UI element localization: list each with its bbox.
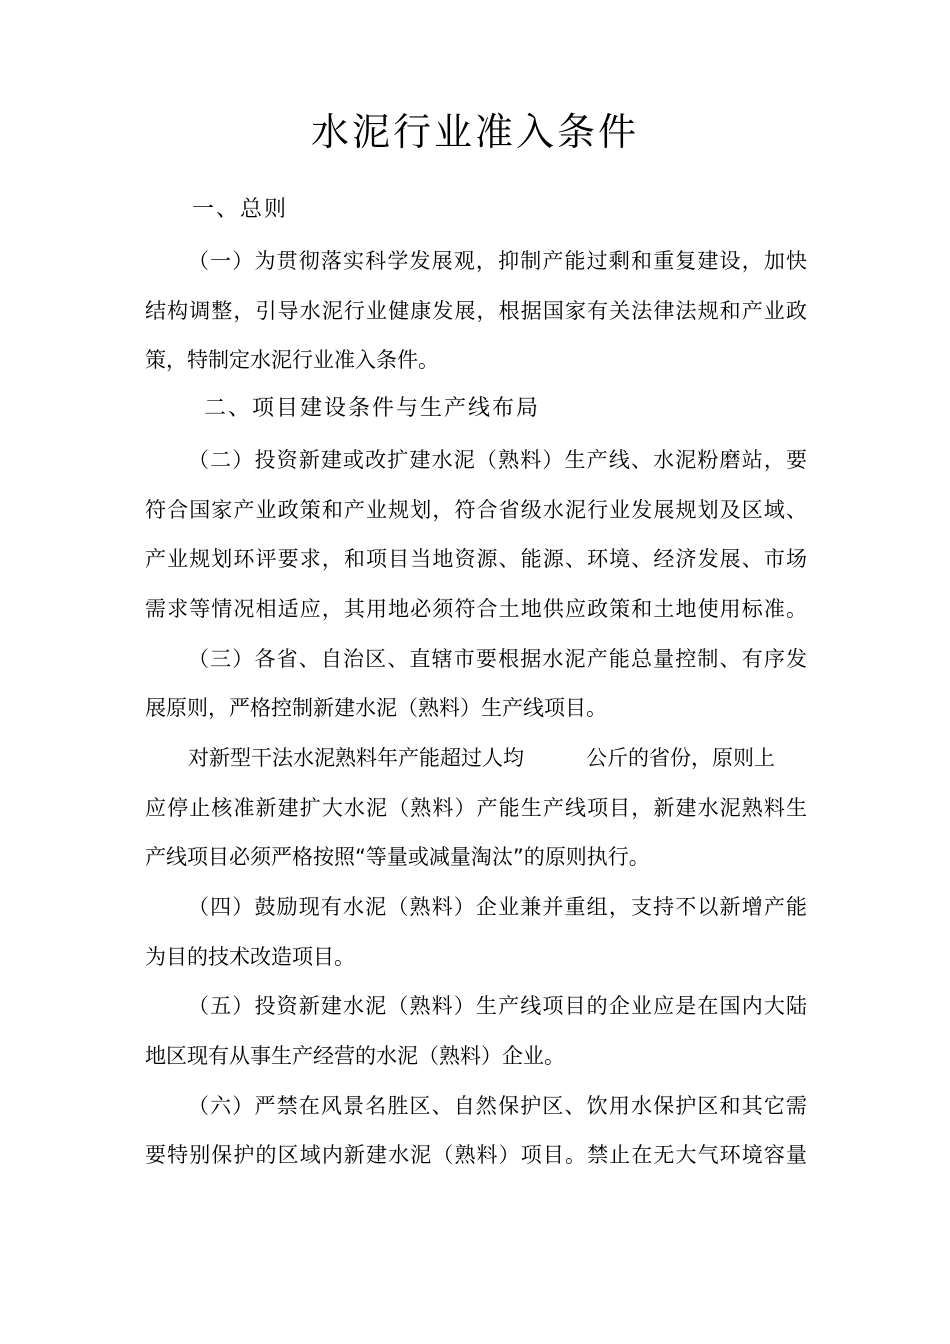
paragraph-4-line-1-part-b: 公斤的省份，原则上 <box>586 746 775 770</box>
paragraph-6-line-2: 地区现有从事生产经营的水泥（熟料）企业。 <box>145 1044 565 1068</box>
paragraph-6-line-1: （五）投资新建水泥（熟料）生产线项目的企业应是在国内大陆 <box>188 994 807 1018</box>
paragraph-2-line-2: 符合国家产业政策和产业规划，符合省级水泥行业发展规划及区域、 <box>145 498 807 522</box>
paragraph-2-line-1: （二）投资新建或改扩建水泥（熟料）生产线、水泥粉磨站，要 <box>188 448 807 472</box>
paragraph-1-line-2: 结构调整，引导水泥行业健康发展，根据国家有关法律法规和产业政 <box>145 299 807 323</box>
paragraph-4-line-2: 应停止核准新建扩大水泥（熟料）产能生产线项目，新建水泥熟料生 <box>145 796 807 820</box>
paragraph-4-line-1-part-a: 对新型干法水泥熟料年产能超过人均 <box>188 746 524 770</box>
paragraph-5-line-2: 为目的技术改造项目。 <box>145 945 355 969</box>
paragraph-3-line-1: （三）各省、自治区、直辖市要根据水泥产能总量控制、有序发 <box>188 647 807 671</box>
paragraph-2-line-3: 产业规划环评要求，和项目当地资源、能源、环境、经济发展、市场 <box>145 547 807 571</box>
paragraph-7-line-2: 要特别保护的区域内新建水泥（熟料）项目。禁止在无大气环境容量 <box>145 1143 807 1167</box>
paragraph-5-line-1: （四）鼓励现有水泥（熟料）企业兼并重组，支持不以新增产能 <box>188 895 807 919</box>
paragraph-1-line-1: （一）为贯彻落实科学发展观，抑制产能过剩和重复建设，加快 <box>188 249 807 273</box>
paragraph-2-line-4: 需求等情况相适应，其用地必须符合土地供应政策和土地使用标准。 <box>145 597 807 621</box>
paragraph-4-line-1 <box>188 743 807 773</box>
paragraph-4-line-3: 产线项目必须严格按照“等量或减量淘汰”的原则执行。 <box>145 845 650 869</box>
document-title: 水泥行业准入条件 <box>310 110 639 154</box>
paragraph-3-line-2: 展原则，严格控制新建水泥（熟料）生产线项目。 <box>145 696 607 720</box>
paragraph-1-line-3: 策，特制定水泥行业准入条件。 <box>145 348 439 372</box>
section-heading-project-conditions: 二、项目建设条件与生产线布局 <box>204 396 541 421</box>
section-heading-general: 一、总则 <box>192 197 289 222</box>
paragraph-7-line-1: （六）严禁在风景名胜区、自然保护区、饮用水保护区和其它需 <box>188 1094 807 1118</box>
